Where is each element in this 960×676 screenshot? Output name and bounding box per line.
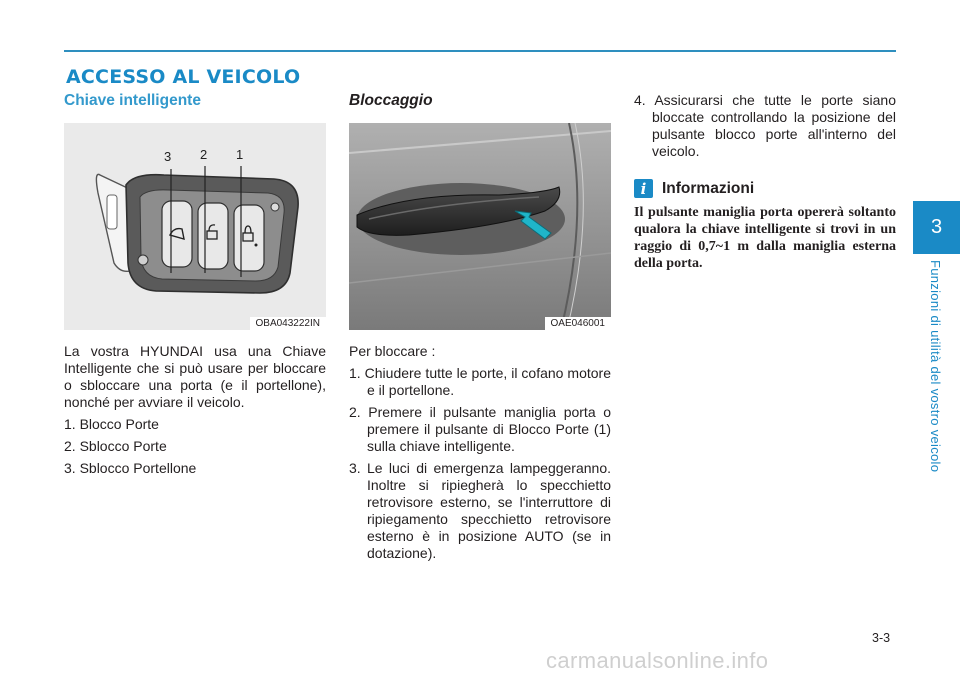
list-item: 2. Sblocco Porte xyxy=(64,438,167,454)
smart-key-paragraph: La vostra HYUNDAI usa una Chiave Intelligente che si può usare per bloccare o sbloccare una porta (e il portellone), nonché per avviare il veicolo. xyxy=(64,343,326,410)
door-handle-illustration xyxy=(349,123,611,330)
subtitle-locking: Bloccaggio xyxy=(349,92,433,109)
list-item: 1. Blocco Porte xyxy=(64,416,159,432)
info-title: Informazioni xyxy=(662,179,755,197)
callout-1: 1 xyxy=(236,147,244,162)
subtitle-smart-key: Chiave intelligente xyxy=(64,92,201,109)
list-item: 3. Sblocco Portellone xyxy=(64,460,197,476)
figure-code: OBA043222IN xyxy=(250,317,327,330)
figure-code: OAE046001 xyxy=(545,317,612,330)
watermark: carmanualsonline.info xyxy=(546,648,769,673)
step-item: 4. Assicurarsi che tutte le porte siano bloccate controllando la posizione del pulsante blocco porte all'interno del veicolo. xyxy=(634,92,896,159)
info-text: Il pulsante maniglia porta opererà soltanto qualora la chiave intelligente si trovi in un raggio di 0,7~1 m dalla maniglia esterna della porta. xyxy=(634,205,896,271)
step-item: 2. Premere il pulsante maniglia porta o premere il pulsante di Blocco Porte (1) sulla chiave intelligente. xyxy=(349,404,611,454)
column-locking-continued xyxy=(634,92,896,272)
column-locking xyxy=(349,92,611,562)
column-smart-key xyxy=(64,92,326,477)
info-header xyxy=(634,179,896,198)
header-rule xyxy=(64,50,896,52)
locking-steps-continued xyxy=(634,92,896,160)
smart-key-illustration xyxy=(64,123,326,330)
info-icon: i xyxy=(634,179,653,198)
callout-2: 2 xyxy=(200,147,208,162)
step-item: 1. Chiudere tutte le porte, il cofano motore e il portellone. xyxy=(349,365,612,398)
locking-intro: Per bloccare : xyxy=(349,343,436,359)
page-number: 3-3 xyxy=(872,631,891,645)
section-title: ACCESSO AL VEICOLO xyxy=(66,66,301,88)
door-handle-figure xyxy=(349,123,611,330)
chapter-tab: 3 xyxy=(913,201,960,254)
smart-key-list xyxy=(64,416,326,477)
smart-key-figure xyxy=(64,123,326,330)
callout-3: 3 xyxy=(164,149,172,164)
step-item: 3. Le luci di emergenza lampeggeranno. Inoltre si ripiegherà lo specchietto retrovisore esterno, se l'interruttore di ripiegamento specchietto retrovisore esterno è in posizione AUTO (se in dotazione). xyxy=(349,460,612,561)
locking-steps xyxy=(349,365,611,562)
